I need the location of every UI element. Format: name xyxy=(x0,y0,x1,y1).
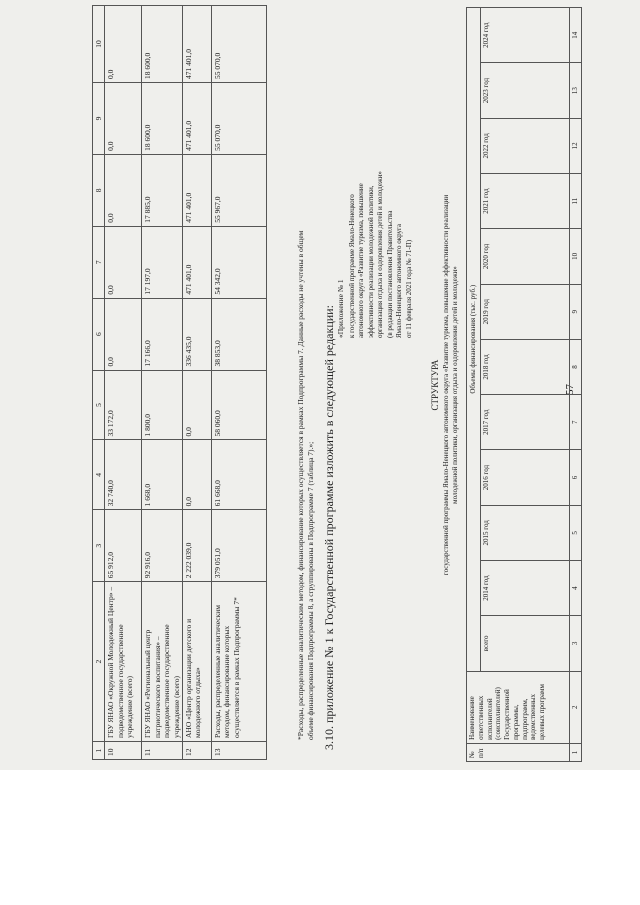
appendix-reference-block xyxy=(348,8,414,338)
structure-subtitle-2: молодежной политики, организация отдыха и оздоровления детей и молодежи» xyxy=(451,266,459,504)
header-cell: 6 xyxy=(93,298,105,370)
value-cell: 58 060,0 xyxy=(211,370,266,440)
column-number-cell: 11 xyxy=(570,174,582,229)
year-header-cell: 2019 год xyxy=(481,284,570,339)
financing-table-continued xyxy=(92,5,267,760)
year-header-cell: 2023 год xyxy=(481,63,570,118)
column-number-cell: 2 xyxy=(570,671,582,743)
value-cell: 17 166,0 xyxy=(142,298,183,370)
table-header-row xyxy=(93,6,105,760)
header-cell: 5 xyxy=(93,370,105,440)
row-number: 10 xyxy=(105,742,142,760)
value-cell: 0,0 xyxy=(105,82,142,154)
column-number-cell: 3 xyxy=(570,616,582,671)
year-header-cell: 2015 год xyxy=(481,505,570,560)
header-cell: 10 xyxy=(93,6,105,83)
year-header-cell: 2024 год xyxy=(481,8,570,63)
value-cell: 32 740,0 xyxy=(105,440,142,510)
value-cell: 471 401,0 xyxy=(182,82,211,154)
year-header-cell: 2020 год xyxy=(481,229,570,284)
structure-header-row-1 xyxy=(467,8,481,762)
structure-header-row-2 xyxy=(481,8,570,762)
column-number-cell: 10 xyxy=(570,229,582,284)
section-heading: 3.10. приложение № 1 к Государственной программе изложить в следующей редакции: xyxy=(322,305,336,750)
value-cell: 18 600,0 xyxy=(142,6,183,83)
value-cell: 1 800,0 xyxy=(142,370,183,440)
header-cell: 7 xyxy=(93,226,105,298)
column-number-cell: 6 xyxy=(570,450,582,505)
header-cell: 9 xyxy=(93,82,105,154)
value-cell: 0,0 xyxy=(105,154,142,226)
table-row xyxy=(142,6,183,760)
column-number-cell: 14 xyxy=(570,8,582,63)
year-header-cell: 2017 год xyxy=(481,395,570,450)
value-cell: 379 051,0 xyxy=(211,510,266,582)
value-cell: 0,0 xyxy=(182,440,211,510)
footnote-line-1: *Расходы, распределенные аналитическим методом, финансирование которых осуществляется в рамках Подпрограммы 7. Данные расходы не учтены в общем xyxy=(296,230,305,740)
value-cell: 0,0 xyxy=(105,298,142,370)
header-cell: 3 xyxy=(93,510,105,582)
page-number: 57 xyxy=(564,384,576,395)
value-cell: 1 668,0 xyxy=(142,440,183,510)
year-header-cell: 2014 год xyxy=(481,560,570,615)
header-cell: 1 xyxy=(93,742,105,760)
value-cell: 38 853,0 xyxy=(211,298,266,370)
row-number: 11 xyxy=(142,742,183,760)
value-cell: 55 070,0 xyxy=(211,82,266,154)
structure-title: СТРУКТУРА xyxy=(430,359,440,411)
header-cell: 2 xyxy=(93,582,105,742)
row-name: АНО «Центр организации детского и молодежного отдыха» xyxy=(182,582,211,742)
value-cell: 471 401,0 xyxy=(182,154,211,226)
header-cell: 4 xyxy=(93,440,105,510)
value-cell: 92 916,0 xyxy=(142,510,183,582)
reference-line: (в редакции постановления Правительства xyxy=(385,210,394,338)
reference-line: организация отдыха и оздоровления детей и молодежи» xyxy=(376,171,385,338)
value-cell: 18 600,0 xyxy=(142,82,183,154)
row-number: 13 xyxy=(211,742,266,760)
value-cell: 55 070,0 xyxy=(211,6,266,83)
value-cell: 0,0 xyxy=(182,370,211,440)
value-cell: 61 668,0 xyxy=(211,440,266,510)
column-number-cell: 9 xyxy=(570,284,582,339)
year-header-cell: всего xyxy=(481,616,570,671)
column-number-cell: 4 xyxy=(570,560,582,615)
value-cell: 0,0 xyxy=(105,6,142,83)
value-cell: 65 912,0 xyxy=(105,510,142,582)
funding-header: Объемы финансирования (тыс. руб.) xyxy=(467,8,481,672)
value-cell: 336 435,0 xyxy=(182,298,211,370)
footnote-line-2: объеме финансирования Подпрограммы 8, а сгруппированы в Подпрограмме 7 (таблица 7).»; xyxy=(306,441,316,740)
structure-subtitle-1: государственной программы Ямало-Ненецкого автономного округа «Развитие туризма, повышение эффективности реализации xyxy=(442,194,450,576)
value-cell: 55 967,0 xyxy=(211,154,266,226)
year-header-cell: 2018 год xyxy=(481,339,570,394)
column-number-cell: 12 xyxy=(570,118,582,173)
reference-line: автономного округа «Развитие туризма, повышение xyxy=(357,183,366,338)
blank-margin xyxy=(0,770,640,905)
value-cell: 17 197,0 xyxy=(142,226,183,298)
value-cell: 471 401,0 xyxy=(182,6,211,83)
reference-line: от 11 февраля 2021 года № 71-П) xyxy=(404,239,413,338)
column-number-cell: 5 xyxy=(570,505,582,560)
reference-line: эффективности реализации молодежной политики, xyxy=(366,185,375,338)
col-number-header: № п/п xyxy=(467,743,570,761)
value-cell: 0,0 xyxy=(105,226,142,298)
year-header-cell: 2022 год xyxy=(481,118,570,173)
value-cell: 471 401,0 xyxy=(182,226,211,298)
value-cell: 54 342,0 xyxy=(211,226,266,298)
structure-table xyxy=(466,7,582,762)
appendix-label: «Приложение № 1 xyxy=(336,279,345,338)
value-cell: 2 222 039,0 xyxy=(182,510,211,582)
year-header-cell: 2016 год xyxy=(481,450,570,505)
column-number-cell: 13 xyxy=(570,63,582,118)
table-row xyxy=(105,6,142,760)
column-number-cell: 8 xyxy=(570,339,582,394)
row-number: 12 xyxy=(182,742,211,760)
col-name-header: Наименование ответственных исполнителей (соисполнителей) Государственной программы, подпрограмм, ведомственных целевых программ xyxy=(467,671,570,743)
reference-line: Ямало-Ненецкого автономного округа xyxy=(395,223,404,338)
reference-line: к государственной программе Ямало-Ненецкого xyxy=(348,194,356,338)
column-number-cell: 1 xyxy=(570,743,582,761)
value-cell: 17 885,0 xyxy=(142,154,183,226)
value-cell: 33 172,0 xyxy=(105,370,142,440)
footnote xyxy=(296,10,316,740)
year-header-cell: 2021 год xyxy=(481,174,570,229)
row-name: ГБУ ЯНАО «Окружной Молодежный Центр» – подведомственное государственное учреждение (всего) xyxy=(105,582,142,742)
row-name: ГБУ ЯНАО «Региональный центр патриотического воспитания» – подведомственное государственное учреждение (всего) xyxy=(142,582,183,742)
table-row xyxy=(182,6,211,760)
table-row xyxy=(211,6,266,760)
header-cell: 8 xyxy=(93,154,105,226)
column-number-cell: 7 xyxy=(570,395,582,450)
row-name: Расходы, распределенные аналитическим методом, финансирование которых осуществляется в рамках Подпрограммы 7* xyxy=(211,582,266,742)
structure-number-row xyxy=(570,8,582,762)
